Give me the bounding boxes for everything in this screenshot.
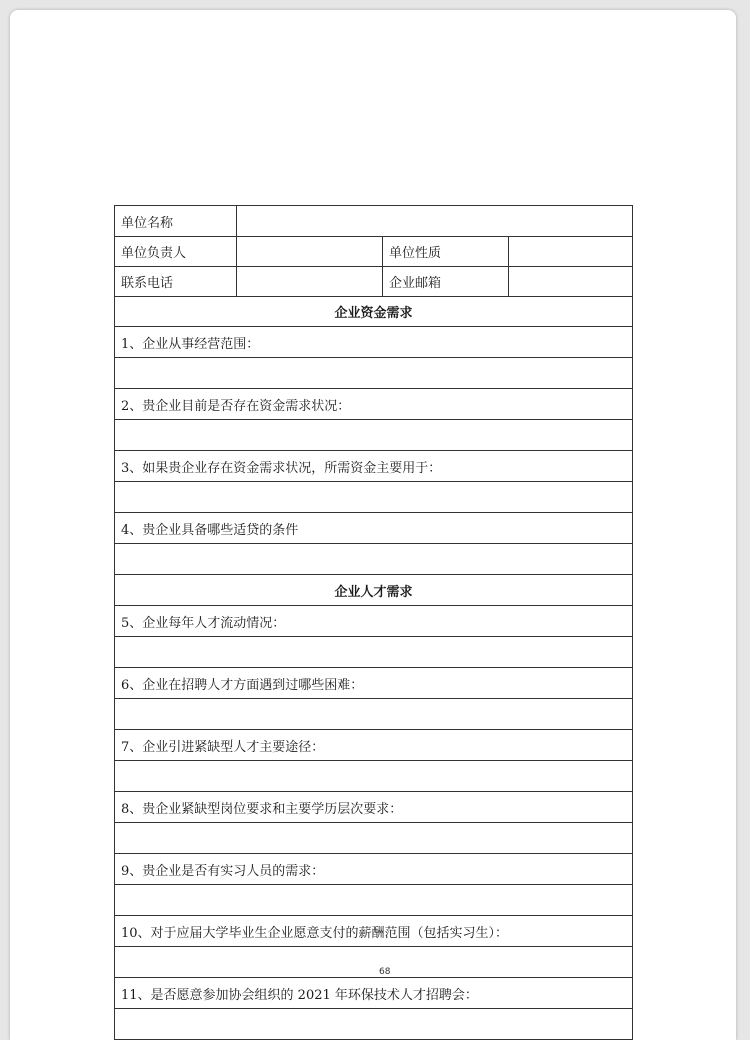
enterprise-needs-form <box>114 205 633 1040</box>
unit-head-label: 单位负责人 <box>115 237 237 267</box>
answer-5-field[interactable] <box>115 637 633 668</box>
answer-4-field[interactable] <box>115 544 633 575</box>
phone-label: 联系电话 <box>115 267 237 297</box>
question-8: 8、贵企业紧缺型岗位要求和主要学历层次要求： <box>115 792 633 823</box>
question-3: 3、如果贵企业存在资金需求状况，所需资金主要用于： <box>115 451 633 482</box>
document-page <box>10 10 736 1040</box>
funding-section-title: 企业资金需求 <box>115 297 633 327</box>
unit-nature-field[interactable] <box>509 237 633 267</box>
email-label: 企业邮箱 <box>383 267 509 297</box>
answer-2-field[interactable] <box>115 420 633 451</box>
talent-section-title: 企业人才需求 <box>115 575 633 606</box>
question-6: 6、企业在招聘人才方面遇到过哪些困难： <box>115 668 633 699</box>
question-7: 7、企业引进紧缺型人才主要途径： <box>115 730 633 761</box>
question-1: 1、企业从事经营范围： <box>115 327 633 358</box>
unit-name-field[interactable] <box>237 206 633 237</box>
question-10: 10、对于应届大学毕业生企业愿意支付的薪酬范围（包括实习生）： <box>115 916 633 947</box>
answer-10-field[interactable] <box>115 947 633 978</box>
answer-6-field[interactable] <box>115 699 633 730</box>
question-5: 5、企业每年人才流动情况： <box>115 606 633 637</box>
answer-7-field[interactable] <box>115 761 633 792</box>
answer-11-field[interactable] <box>115 1009 633 1040</box>
email-field[interactable] <box>509 267 633 297</box>
question-11: 11、是否愿意参加协会组织的 2021 年环保技术人才招聘会： <box>115 978 633 1009</box>
answer-9-field[interactable] <box>115 885 633 916</box>
question-2: 2、贵企业目前是否存在资金需求状况： <box>115 389 633 420</box>
answer-3-field[interactable] <box>115 482 633 513</box>
question-9: 9、贵企业是否有实习人员的需求： <box>115 854 633 885</box>
answer-8-field[interactable] <box>115 823 633 854</box>
unit-name-label: 单位名称 <box>115 206 237 237</box>
unit-head-field[interactable] <box>237 237 383 267</box>
phone-field[interactable] <box>237 267 383 297</box>
answer-1-field[interactable] <box>115 358 633 389</box>
page-number: 68 <box>379 967 391 977</box>
question-4: 4、贵企业具备哪些适贷的条件 <box>115 513 633 544</box>
unit-nature-label: 单位性质 <box>383 237 509 267</box>
